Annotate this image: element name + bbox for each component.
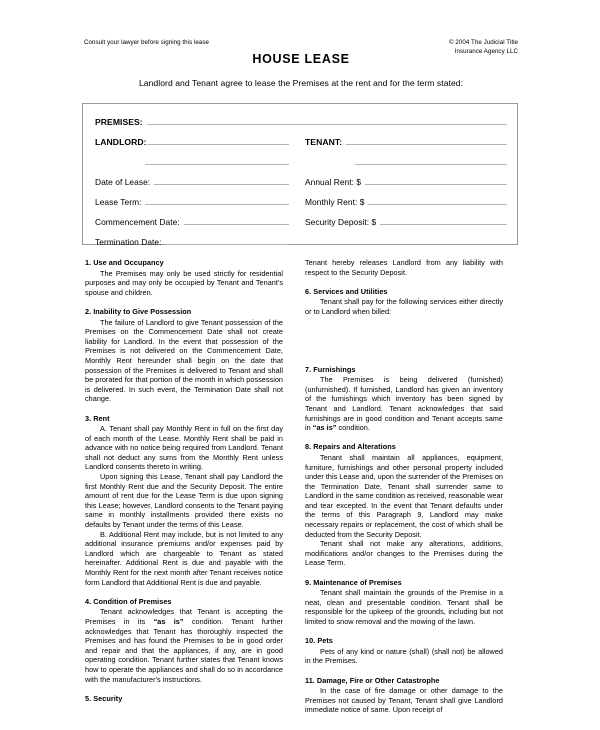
field-row-tenant <box>305 135 507 147</box>
document-header <box>84 36 518 92</box>
clause-8-body-2: Tenant shall not make any alterations, additions, modifications and/or changes to the Premises during the Lease Term. <box>305 539 503 568</box>
date-of-lease-label: Date of Lease: <box>95 177 151 187</box>
annual-rent-input[interactable] <box>365 175 507 185</box>
clause-11-body: In the case of fire damage or other damage to the Premises not caused by Tenant, Tenant shall give Landlord immediate notice of same. Upon receipt of <box>305 686 503 715</box>
field-row-premises <box>95 115 507 127</box>
clause-3-para-b: B. Additional Rent may include, but is not limited to any additional insurance premiums and/or expenses paid by Landlord which are chargeable to Tenant as stated hereinafter. Additional Rent is due and payable with the Monthly Rent for the next month after Tenant receives notice form Landlord that Additional Rent is due and payable. <box>85 529 283 587</box>
lease-particulars-box <box>82 103 518 245</box>
page-title: HOUSE LEASE <box>252 52 350 66</box>
clause-4-body-post: condition. Tenant further acknowledges that Tenant has thoroughly inspected the Premises and has found the Premises to be in good order and repair and that the appliances, if any, are in good operating condition. Tenant further states that Tenant knows how to operate the appliances and shall do so in accordance with the manufacturer's instructions. <box>85 616 283 684</box>
clause-11-heading: 11. Damage, Fire or Other Catastrophe <box>305 675 440 685</box>
clause-4-body-pre: Tenant acknowledges that Tenant is accepting the Premises in its <box>85 607 283 626</box>
field-row-annual-rent <box>305 175 507 187</box>
clause-4-heading: 4. Condition of Premises <box>85 596 172 606</box>
clause-10-body: Pets of any kind or nature (shall) (shall not) be allowed in the Premises. <box>305 646 503 666</box>
clause-7-heading: 7. Furnishings <box>305 364 356 374</box>
clause-3-para-a: A. Tenant shall pay Monthly Rent in full on the first day of each month of the Lease. Monthly Rent shall be paid in advance with no notice being required from Landlord. Tenant shall not deduct any sums from the Monthly Rent unless Landlord consents thereto in writing. <box>85 424 283 472</box>
tenant-label: TENANT: <box>305 137 343 147</box>
landlord-input[interactable] <box>147 135 289 145</box>
field-row-landlord-line2 <box>95 155 289 165</box>
clause-6-body: Tenant shall pay for the following services either directly or to Landlord when billed: <box>305 297 503 316</box>
clause-10-heading: 10. Pets <box>305 636 333 646</box>
field-row-date-of-lease <box>95 175 289 187</box>
field-row-tenant-line2 <box>305 155 507 165</box>
tenant-input-line2[interactable] <box>355 155 507 165</box>
landlord-input-line2[interactable] <box>145 155 289 165</box>
landlord-label: LANDLORD: <box>95 137 147 147</box>
lease-intro-statement: Landlord and Tenant agree to lease the Premises at the rent and for the term stated: <box>138 78 464 88</box>
field-row-monthly-rent <box>305 195 507 207</box>
clause-8-body: Tenant shall maintain all appliances, equipment, furniture, furnishings and other personal property included under this Lease and, upon the surrender of the Premises on the Termination Date, Tenant shall surrender same to Landlord in the same condition as received, reasonable wear and tear excepted. In the event that Tenant defaults under the terms of this Paragraph 9, Landlord may make necessary repairs or replacement, the cost of which shall be deducted from the Security Deposit. <box>305 452 503 539</box>
commencement-date-input[interactable] <box>184 215 289 225</box>
clause-6-heading: 6. Services and Utilities <box>305 286 388 296</box>
copyright-line-1: © 2004 The Judicial Title <box>449 39 518 46</box>
lease-clauses <box>85 258 517 730</box>
termination-date-input[interactable] <box>165 235 289 245</box>
clause-7-body-pre: The Premises is being delivered (furnished) (unfurnished). If furnished, Landlord has given an inventory of the furnishings which inventory has been signed by Tenant and Landlord. Tenant acknowledges that said furnishings are in good condition and Tenant accepts same in <box>305 375 503 433</box>
clause-7-body-post: condition. <box>336 423 370 433</box>
premises-input[interactable] <box>147 115 507 125</box>
date-of-lease-input[interactable] <box>154 175 289 185</box>
clause-7-body <box>305 375 503 433</box>
commencement-date-label: Commencement Date: <box>95 217 180 227</box>
clauses-column-left <box>85 258 283 730</box>
monthly-rent-label: Monthly Rent: $ <box>305 197 365 207</box>
premises-label: PREMISES: <box>95 117 143 127</box>
clause-9-body: Tenant shall maintain the grounds of the Premise in a neat, clean and presentable condition. Tenant shall be responsible for the upkeep of the grounds, including but not limited to snow removal and the mowing of the lawn. <box>305 588 503 626</box>
lease-term-input[interactable] <box>145 195 289 205</box>
clause-5-continuation: Tenant hereby releases Landlord from any liability with respect to the Security Deposit. <box>305 258 503 277</box>
tenant-input[interactable] <box>346 135 507 145</box>
clause-4-body <box>85 607 283 684</box>
field-row-termination-date <box>95 235 289 247</box>
clause-9-heading: 9. Maintenance of Premises <box>305 577 402 587</box>
clause-2-heading: 2. Inability to Give Possession <box>85 306 192 316</box>
clause-4-as-is: “as is” <box>153 616 184 626</box>
clause-8-heading: 8. Repairs and Alterations <box>305 442 396 452</box>
clause-1-body: The Premises may only be used strictly for residential purposes and may only be occupied by Tenant and Tenant's spouse and children. <box>85 268 283 297</box>
monthly-rent-input[interactable] <box>368 195 507 205</box>
lease-term-label: Lease Term: <box>95 197 142 207</box>
field-row-security-deposit <box>305 215 507 227</box>
clause-1-heading: 1. Use and Occupancy <box>85 258 164 267</box>
termination-date-label: Termination Date: <box>95 237 162 247</box>
field-row-lease-term <box>95 195 289 207</box>
clause-2-body: The failure of Landlord to give Tenant possession of the Premises on the Commencement Date shall not create liability for Landlord. In the event that possession of the Premises is not delivered on the Commencement Date, Monthly Rent hereunder shall begin on the date that possession of the Premises is delivered to Tenant and shall be prorated for that portion of the month in which possession is delivered. In such event, the Termination Date shall not change. <box>85 317 283 404</box>
services-fill-in-area[interactable] <box>305 317 503 365</box>
clause-3-para-a2: Upon signing this Lease, Tenant shall pay Landlord the first Monthly Rent due and the Security Deposit. The entire amount of rent due for the Lease Term is due upon signing this Lease; however, Landlord consents to the Tenant paying same in monthly installments provided there exists no defaults by Tenant under the terms of this Lease. <box>85 472 283 530</box>
security-deposit-input[interactable] <box>380 215 507 225</box>
clause-7-as-is: “as is” <box>312 423 337 433</box>
clause-5-heading: 5. Security <box>85 693 123 703</box>
field-row-commencement-date <box>95 215 289 227</box>
annual-rent-label: Annual Rent: $ <box>305 177 362 187</box>
copyright-line-2: Insurance Agency LLC <box>454 48 518 55</box>
field-row-landlord <box>95 135 289 147</box>
clauses-column-right <box>305 258 503 730</box>
security-deposit-label: Security Deposit: $ <box>305 217 377 227</box>
clause-3-heading: 3. Rent <box>85 413 110 423</box>
consult-lawyer-note: Consult your lawyer before signing this lease <box>84 39 210 46</box>
